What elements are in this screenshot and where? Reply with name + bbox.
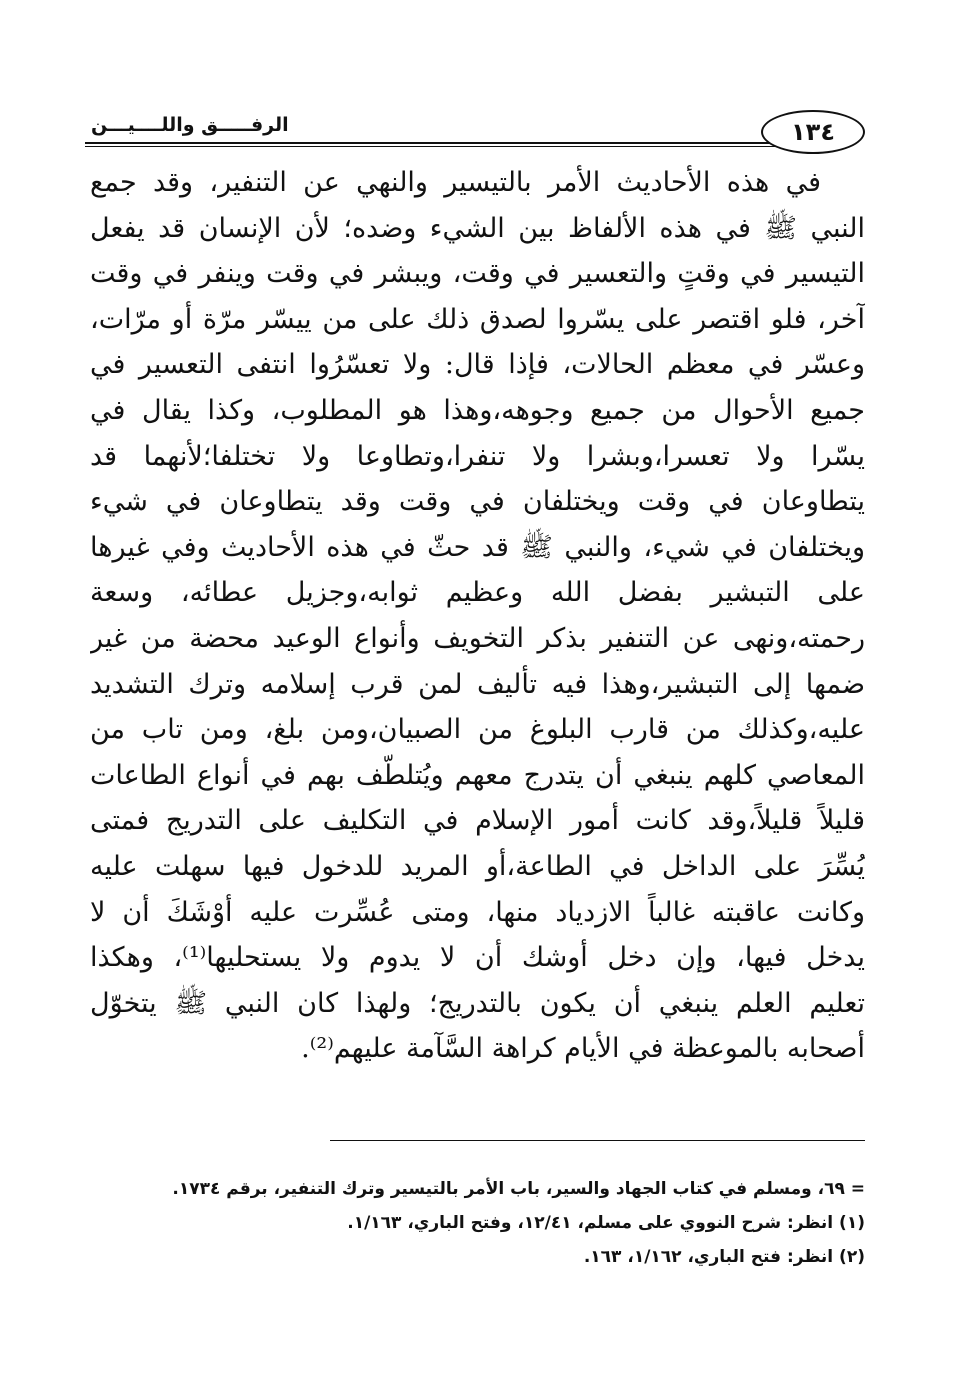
text-line: عليه،وكذلك من قارب البلوغ من الصبيان،ومن بلغ، ومن تاب من: [90, 714, 865, 746]
footnote-separator: [330, 1140, 865, 1141]
text-line: جميع الأحوال من جميع وجوهه،وهذا هو المطلوب، وكذا يقال في: [90, 394, 865, 426]
footnote-1: (١) انظر: شرح النووي على مسلم، ١٢/٤١، وفتح الباري، ١/١٦٣.: [347, 1213, 865, 1233]
text-line: تعليم العلم ينبغي أن يكون بالتدريج؛ ولهذا كان النبي ﷺ يتخوّل: [90, 987, 865, 1019]
text-line: يدخل فيها، وإن دخل أوشك أن لا يدوم ولا يستحليها⁽¹⁾، وهكذا: [90, 942, 865, 974]
header-rule-thin: [85, 146, 805, 147]
text-line: آخر، فلو اقتصر على يسّروا لصدق ذلك على من ييسّر مرّة أو مرّات،: [90, 303, 865, 335]
text-line: ويختلفان في شيء، والنبي ﷺ قد حثّ في هذه الأحاديث وفي غيرها: [90, 531, 865, 563]
text-line: على التبشير بفضل الله وعظيم ثوابه،وجزيل عطائه، وسعة: [90, 577, 865, 609]
text-line: ضمها إلى التبشير،وهذا فيه تأليف لمن قرب إسلامه وترك التشديد: [90, 668, 865, 700]
main-text: [90, 160, 865, 1072]
text-line: قليلاً قليلاً،وقد كانت أمور الإسلام في التكليف على التدريج فمتى: [90, 805, 865, 837]
text-line: في هذه الأحاديث الأمر بالتيسير والنهي عن التنفير، وقد جمع: [90, 167, 821, 198]
header-rule: [85, 142, 805, 144]
text-line: يُسِّرَ على الداخل في الطاعة،أو المريد للدخول فيها سهلت عليه: [90, 850, 865, 882]
page-number: ١٣٤: [761, 110, 865, 154]
footnote-2: (٢) انظر: فتح الباري، ١/١٦٢، ١٦٣.: [583, 1247, 865, 1267]
text-line: رحمته،ونهى عن التنفير بذكر التخويف وأنواع الوعيد محضة من غير: [90, 622, 865, 654]
footnote-continuation: = ٦٩، ومسلم في كتاب الجهاد والسير، باب الأمر بالتيسير وترك التنفير، برقم ١٧٣٤.: [172, 1179, 865, 1199]
footnotes: [90, 1172, 865, 1274]
text-line: التيسير في وقتٍ والتعسير في وقت، ويبشر في وقت وينفر في وقت: [90, 258, 865, 290]
text-line: يتطاوعان في وقت ويختلفان في وقت وقد يتطاوعان في شيء: [90, 486, 865, 518]
text-line: المعاصي كلهم ينبغي أن يتدرج معهم ويُتلطّف بهم في أنواع الطاعات: [90, 759, 865, 791]
text-line: أصحابه بالموعظة في الأيام كراهة السَّآمة عليهم⁽²⁾.: [301, 1033, 865, 1065]
text-line: النبي ﷺ في هذه الألفاظ بين الشيء وضده؛ لأن الإنسان قد يفعل: [90, 212, 865, 244]
running-title: الرفـــــق واللــــيـــن: [91, 114, 289, 136]
text-line: وعسّر في معظم الحالات، فإذا قال: ولا تعسّرُوا انتفى التعسير في: [90, 349, 865, 381]
text-line: يسّرا ولا تعسرا،وبشرا ولا تنفرا،وتطاوعا ولا تختلفا؛لأنهما قد: [90, 440, 865, 472]
page-header: [85, 110, 865, 154]
text-line: وكانت عاقبته غالباً الازدياد منها، ومتى عُسِّرت عليه أوْشَكَ أن لا: [90, 896, 865, 928]
